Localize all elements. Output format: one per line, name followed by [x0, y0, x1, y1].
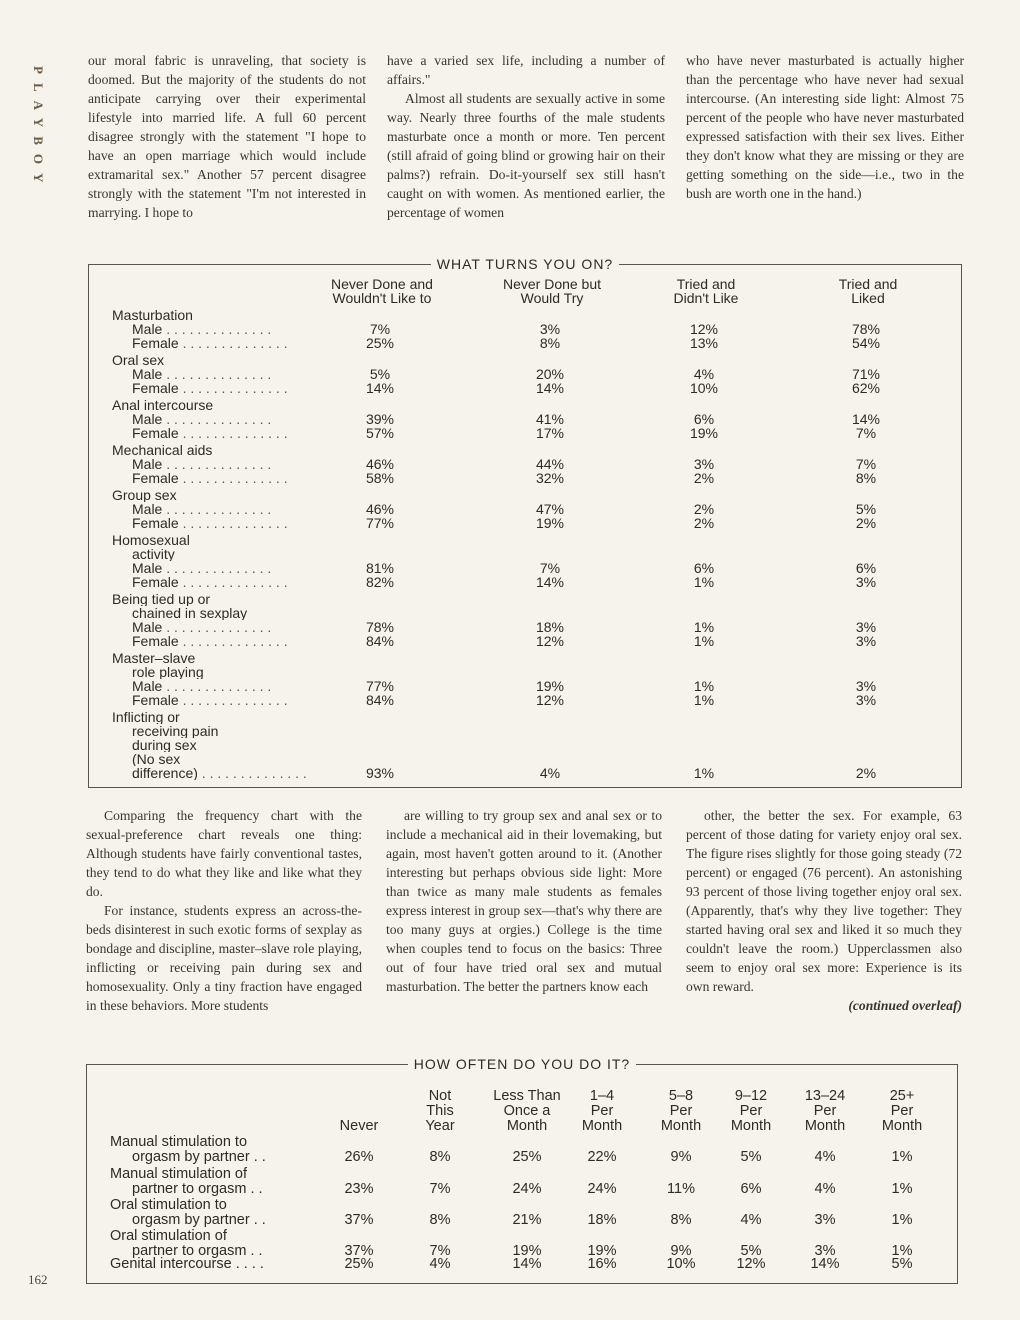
what-turns-you-on-table [88, 256, 962, 788]
cell-value: 46% [365, 501, 395, 517]
table-row [89, 502, 961, 516]
group-label-row [89, 665, 961, 679]
cell-value: 3% [855, 692, 877, 708]
column-header-line: 9–12 [734, 1088, 768, 1104]
cell-value: 6% [855, 560, 877, 576]
cell-value: 8% [429, 1212, 451, 1228]
column-header-line: Per [669, 1103, 693, 1119]
row-label: Female . . . [132, 575, 322, 589]
row-label-line: orgasm by partner . . [132, 1212, 266, 1228]
paragraph: Almost all students are sexually active in some way. Nearly three fourths of the male students masturbate once a month or more. Ten percent (still afraid of going blind or growing hair on their palms?) refrain. Do-it-yourself sex still hasn't caught on with women. As mentioned earlier, the percentage of women [387, 91, 665, 220]
table-title: HOW OFTEN DO YOU DO IT? [408, 1056, 636, 1072]
cell-value: 5% [891, 1256, 913, 1272]
table-row [89, 412, 961, 426]
cell-value: 7% [855, 456, 877, 472]
row-label: Male . . . [132, 502, 322, 516]
column-header-line: Year [425, 1118, 455, 1134]
cell-value: 1% [693, 692, 715, 708]
cell-value: 77% [365, 678, 395, 694]
cell-value: 5% [369, 366, 391, 382]
magazine-name: PLAYBOY [31, 66, 46, 192]
column-header-line: Liked [851, 290, 885, 306]
group-label: Group sex [112, 488, 177, 502]
column-header [314, 1089, 404, 1134]
column-header-line: 13–24 [804, 1088, 846, 1104]
column-header-line: Tried and [838, 276, 898, 292]
row-label: Female . . . [132, 336, 322, 350]
column-header-line: 1–4 [589, 1088, 615, 1104]
cell-value: 2% [855, 515, 877, 531]
group-label: (No sex [132, 752, 181, 766]
column-header-line: Per [739, 1103, 763, 1119]
cell-value: 1% [693, 574, 715, 590]
row-label-line: Oral stimulation to [110, 1197, 227, 1213]
table-row [89, 471, 961, 485]
row-label-line: Genital intercourse . . . . [110, 1256, 264, 1272]
group-label: role playing [132, 665, 204, 679]
cell-value: 1% [891, 1212, 913, 1228]
bottom-text-columns [86, 806, 962, 1015]
table-row [89, 516, 961, 530]
cell-value: 6% [693, 560, 715, 576]
cell-value: 19% [587, 1243, 617, 1259]
cell-value: 8% [429, 1149, 451, 1165]
cell-value: 18% [587, 1212, 617, 1228]
cell-value: 12% [736, 1256, 766, 1272]
column-header-line: Per [890, 1103, 914, 1119]
group-label: Master–slave [112, 651, 196, 665]
row-label: Male . . . [132, 412, 322, 426]
paragraph: have a varied sex life, including a number of affairs." [387, 53, 665, 87]
row-label: Male . . . [132, 561, 322, 575]
cell-value: 12% [535, 633, 565, 649]
cell-value: 37% [344, 1212, 374, 1228]
group-label-row [89, 592, 961, 606]
cell-value: 14% [810, 1256, 840, 1272]
cell-value: 78% [851, 321, 881, 337]
group-label: Being tied up or [112, 592, 211, 606]
column-header-line: Month [581, 1118, 623, 1134]
cell-value: 47% [535, 501, 565, 517]
cell-value: 5% [740, 1243, 762, 1259]
cell-value: 24% [512, 1181, 542, 1197]
paragraph: our moral fabric is unraveling, that society is doomed. But the majority of the students do not anticipate carrying over their experimental lifestyle into married life. A full 60 percent disagree strongly with the statement "I hope to have an open marriage which would include extramarital sex." Another 57 percent disagree strongly with the statement "I'm not interested in marrying. I hope to [88, 53, 366, 220]
row-label-line: orgasm by partner . . [132, 1149, 266, 1165]
column-header-line [314, 1104, 404, 1119]
group-label: chained in sexplay [132, 606, 248, 620]
cell-value: 5% [740, 1149, 762, 1165]
row-label [110, 1167, 263, 1197]
cell-value: 84% [365, 692, 395, 708]
cell-value: 4% [693, 366, 715, 382]
table-row [89, 381, 961, 395]
cell-value: 39% [365, 411, 395, 427]
row-label: Female . . . [132, 516, 322, 530]
text-column [88, 51, 366, 222]
cell-value: 19% [689, 425, 719, 441]
cell-value: 1% [693, 633, 715, 649]
page-number: 162 [28, 1272, 48, 1287]
cell-value: 10% [689, 380, 719, 396]
row-label: Female . . . [132, 693, 322, 707]
cell-value: 23% [344, 1181, 374, 1197]
row-label-line: Manual stimulation to [110, 1134, 248, 1150]
row-label-line: partner to orgasm . . [132, 1243, 263, 1259]
text-column [686, 806, 962, 1015]
cell-value: 4% [740, 1212, 762, 1228]
column-header-line [314, 1089, 404, 1104]
cell-value: 1% [891, 1149, 913, 1165]
paragraph: are willing to try group sex and anal sex or to include a mechanical aid in their lovemaking, but again, most haven't gotten around to it. (Another interesting but perhaps obvious side light: More than twice as many male students as females express interest in group sex—that's why there are too many guys at orgies.) College is the time when couples tend to focus on the basics: Three out of four have tried oral sex and mutual masturbation. The better the partners know each [386, 808, 662, 994]
group-label-row [89, 710, 961, 724]
cell-value: 7% [429, 1243, 451, 1259]
cell-value: 77% [365, 515, 395, 531]
column-header [857, 1089, 947, 1134]
cell-value: 16% [587, 1256, 617, 1272]
cell-value: 4% [814, 1149, 836, 1165]
row-label: Male . . . [132, 679, 322, 693]
cell-value: 2% [693, 470, 715, 486]
cell-value: 25% [344, 1256, 374, 1272]
cell-value: 10% [666, 1256, 696, 1272]
group-label: Masturbation [112, 308, 193, 322]
cell-value: 4% [429, 1256, 451, 1272]
group-label-row [89, 398, 961, 412]
column-header [773, 277, 963, 305]
cell-value: 7% [369, 321, 391, 337]
column-header-line: 25+ [889, 1088, 915, 1104]
group-label-row [89, 353, 961, 367]
cell-value: 25% [512, 1149, 542, 1165]
cell-value: 7% [429, 1181, 451, 1197]
cell-value: 3% [855, 619, 877, 635]
table-row [89, 679, 961, 693]
table-row [89, 575, 961, 589]
column-header-line: This [426, 1103, 454, 1119]
table-row [89, 693, 961, 707]
group-label-row [89, 724, 961, 738]
group-label: receiving pain [132, 724, 219, 738]
cell-value: 84% [365, 633, 395, 649]
column-header-line: Once a [503, 1103, 551, 1119]
cell-value: 1% [693, 765, 715, 781]
column-header-line: Per [590, 1103, 614, 1119]
group-label: Mechanical aids [112, 443, 213, 457]
group-label-row [89, 651, 961, 665]
cell-value: 1% [891, 1181, 913, 1197]
cell-value: 14% [365, 380, 395, 396]
cell-value: 5% [855, 501, 877, 517]
cell-value: 12% [535, 692, 565, 708]
text-column [386, 806, 662, 1015]
row-label: difference) . . . [132, 766, 322, 780]
cell-value: 3% [855, 678, 877, 694]
table-row [89, 367, 961, 381]
cell-value: 4% [814, 1181, 836, 1197]
cell-value: 24% [587, 1181, 617, 1197]
column-header-line: Didn't Like [673, 290, 739, 306]
table-row [89, 457, 961, 471]
cell-value: 8% [855, 470, 877, 486]
cell-value: 81% [365, 560, 395, 576]
column-header-line: Never [339, 1118, 379, 1134]
paragraph: For instance, students express an across-the-beds disinterest in such exotic forms of sexplay as bondage and discipline, master–slave role playing, inflicting or receiving pain during sex and homosexuality. Only a tiny fraction have engaged in these behaviors. More students [86, 903, 362, 1013]
cell-value: 14% [512, 1256, 542, 1272]
cell-value: 93% [365, 765, 395, 781]
cell-value: 7% [855, 425, 877, 441]
group-label: during sex [132, 738, 197, 752]
paragraph: who have never masturbated is actually higher than the percentage who have never had sexual intercourse. (An interesting side light: Almost 75 percent of the people who have never masturbated expressed satisfaction with their sex lives. Either they don't know what they are missing or they are getting something on the side—i.e., two in the bush are worth one in the hand.) [686, 53, 964, 201]
table-title: WHAT TURNS YOU ON? [431, 256, 619, 272]
table-row [89, 336, 961, 350]
cell-value: 25% [365, 335, 395, 351]
row-label [110, 1198, 266, 1228]
cell-value: 1% [891, 1243, 913, 1259]
cell-value: 7% [539, 560, 561, 576]
row-label [110, 1257, 264, 1272]
paragraph: Comparing the frequency chart with the sexual-preference chart reveals one thing: Although students have fairly conventional tastes, they tend to do what they like and like what they do. [86, 808, 362, 899]
cell-value: 3% [814, 1212, 836, 1228]
column-header-line: Month [506, 1118, 548, 1134]
column-header [395, 1089, 485, 1134]
cell-value: 46% [365, 456, 395, 472]
row-label-line: Oral stimulation of [110, 1228, 227, 1244]
column-header-line: Wouldn't Like to [332, 290, 432, 306]
cell-value: 71% [851, 366, 881, 382]
row-label [110, 1229, 263, 1259]
group-label: Homosexual [112, 533, 190, 547]
group-label-row [89, 606, 961, 620]
top-text-columns [88, 51, 964, 222]
cell-value: 17% [535, 425, 565, 441]
cell-value: 6% [740, 1181, 762, 1197]
group-label: Inflicting or [112, 710, 180, 724]
cell-value: 21% [512, 1212, 542, 1228]
cell-value: 4% [539, 765, 561, 781]
cell-value: 12% [689, 321, 719, 337]
cell-value: 14% [535, 574, 565, 590]
cell-value: 9% [670, 1149, 692, 1165]
cell-value: 37% [344, 1243, 374, 1259]
cell-value: 14% [535, 380, 565, 396]
cell-value: 14% [851, 411, 881, 427]
how-often-table [86, 1056, 958, 1284]
table-row [89, 322, 961, 336]
cell-value: 32% [535, 470, 565, 486]
row-label: Female . . . [132, 634, 322, 648]
row-label [110, 1135, 266, 1165]
group-label-row [89, 308, 961, 322]
cell-value: 26% [344, 1149, 374, 1165]
cell-value: 8% [670, 1212, 692, 1228]
column-header-line: Not [428, 1088, 452, 1104]
cell-value: 44% [535, 456, 565, 472]
cell-value: 9% [670, 1243, 692, 1259]
cell-value: 3% [814, 1243, 836, 1259]
cell-value: 19% [512, 1243, 542, 1259]
column-header [287, 277, 477, 305]
cell-value: 8% [539, 335, 561, 351]
cell-value: 2% [855, 765, 877, 781]
column-header [557, 1089, 647, 1134]
table-row [89, 620, 961, 634]
cell-value: 78% [365, 619, 395, 635]
cell-value: 13% [689, 335, 719, 351]
cell-value: 58% [365, 470, 395, 486]
cell-value: 41% [535, 411, 565, 427]
group-label: Anal intercourse [112, 398, 214, 412]
row-label: Male . . . [132, 457, 322, 471]
column-header-line: 5–8 [668, 1088, 694, 1104]
column-header-line: Month [804, 1118, 846, 1134]
row-label-line: partner to orgasm . . [132, 1181, 263, 1197]
column-header-line: Month [660, 1118, 702, 1134]
column-header-line: Would Try [520, 290, 584, 306]
table-row [89, 561, 961, 575]
cell-value: 3% [539, 321, 561, 337]
column-header-line: Tried and [676, 276, 736, 292]
group-label-row [89, 488, 961, 502]
cell-value: 57% [365, 425, 395, 441]
text-column [387, 51, 665, 222]
cell-value: 54% [851, 335, 881, 351]
row-label: Female . . . [132, 426, 322, 440]
column-header-line: Less Than [493, 1088, 561, 1104]
group-label-row [89, 738, 961, 752]
table-row [89, 634, 961, 648]
cell-value: 2% [693, 515, 715, 531]
row-label: Male . . . [132, 322, 322, 336]
group-label-row [89, 443, 961, 457]
row-label: Female . . . [132, 381, 322, 395]
column-header-line: Never Done and [331, 276, 433, 292]
cell-value: 6% [693, 411, 715, 427]
row-label: Female . . . [132, 471, 322, 485]
cell-value: 11% [667, 1181, 695, 1197]
group-label: activity [132, 547, 175, 561]
cell-value: 20% [535, 366, 565, 382]
column-header-line: Never Done but [502, 276, 602, 292]
cell-value: 3% [693, 456, 715, 472]
text-column [86, 806, 362, 1015]
cell-value: 82% [365, 574, 395, 590]
cell-value: 3% [855, 633, 877, 649]
cell-value: 22% [587, 1149, 617, 1165]
table-row [89, 766, 961, 780]
row-label: Male . . . [132, 367, 322, 381]
column-header-line: Month [881, 1118, 923, 1134]
cell-value: 3% [855, 574, 877, 590]
cell-value: 18% [535, 619, 565, 635]
column-header-line: Month [730, 1118, 772, 1134]
cell-value: 1% [693, 678, 715, 694]
group-label-row [89, 752, 961, 766]
group-label: Oral sex [112, 353, 165, 367]
group-label-row [89, 547, 961, 561]
table-row [89, 426, 961, 440]
column-header-line: Per [813, 1103, 837, 1119]
paragraph: other, the better the sex. For example, 63 percent of those dating for variety enjoy oral sex. The figure rises slightly for those going steady (72 percent) or engaged (76 percent). An astonishing 93 percent of those living together enjoy oral sex. (Apparently, that's why they live together: They started having oral sex and liked it so much they couldn't leave the room.) Upperclassmen also seem to enjoy oral sex more: Experience is its own reward. [686, 808, 962, 994]
cell-value: 62% [851, 380, 881, 396]
row-label: Male . . . [132, 620, 322, 634]
continued-note: (continued overleaf) [848, 998, 962, 1013]
row-label-line: Manual stimulation of [110, 1166, 248, 1182]
cell-value: 19% [535, 515, 565, 531]
text-column [686, 51, 964, 222]
cell-value: 2% [693, 501, 715, 517]
cell-value: 19% [535, 678, 565, 694]
cell-value: 1% [693, 619, 715, 635]
group-label-row [89, 533, 961, 547]
